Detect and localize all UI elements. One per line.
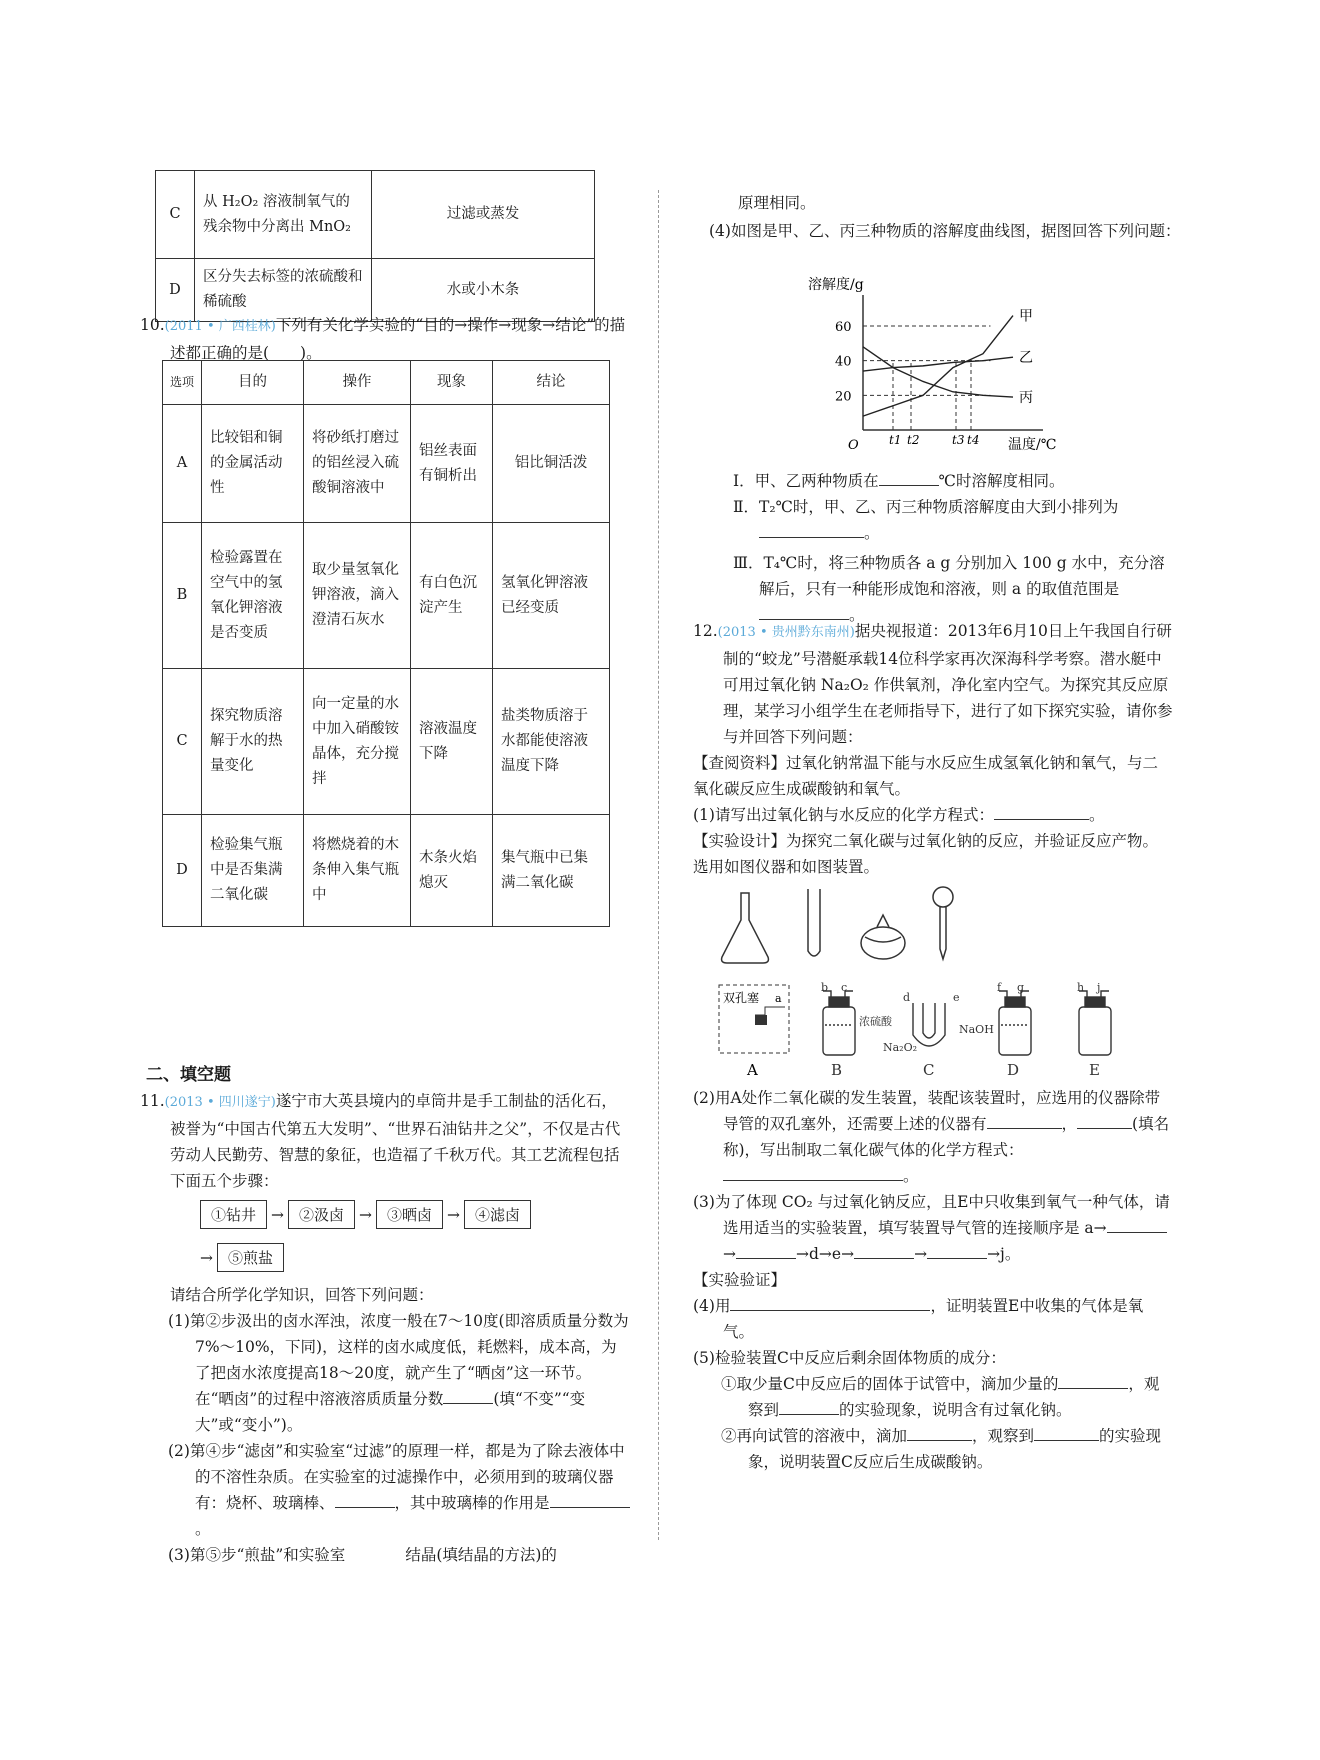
flow-step: ①钻井	[200, 1200, 267, 1229]
test-tube-icon	[808, 889, 820, 956]
conclusion-cell: 盐类物质溶于水都能使溶液温度下降	[493, 669, 610, 815]
item-text: Ⅰ．甲、乙两种物质在	[733, 472, 879, 490]
question-11	[140, 1088, 630, 1568]
answer-blank[interactable]	[1058, 1372, 1098, 1389]
part-text: (3)为了体现 CO₂ 与过氧化钠反应，且E中只收集到氧气一种气体，请选用适当的实验装置，填写装置导气管的连接顺序是 a→	[693, 1193, 1170, 1237]
reagent-label: Na₂O₂	[883, 1041, 918, 1054]
item-iii	[733, 550, 1173, 628]
part-text: →d→e→	[796, 1245, 855, 1263]
part-text: (填“不变”“变大”或“变小”)。	[195, 1390, 586, 1434]
option-cell: C	[163, 669, 202, 815]
question-source: (2013 • 四川遂宁)	[164, 1095, 276, 1110]
q12-part2: (2)用A处作二氧化碳的发生装置，装配该装置时，应选用的仪器除带导管的双孔塞外，还需要上述的仪器有 ， (填名称)，写出制取二氧化碳气体的化学方程式：。	[693, 1089, 1170, 1185]
purpose-cell: 比较铝和铜的金属活动性	[202, 405, 304, 523]
q12-part5-1	[693, 1371, 1173, 1423]
option-cell: D	[156, 259, 195, 322]
answer-blank[interactable]	[443, 1387, 493, 1404]
part-text: 。	[195, 1520, 211, 1538]
process-flow	[200, 1200, 630, 1272]
purpose-cell: 检验露置在空气中的氢氧化钾溶液是否变质	[202, 523, 304, 669]
flow-arrow: →	[447, 1206, 461, 1224]
flow-step: ⑤煎盐	[217, 1243, 284, 1272]
question-source: (2013 • 贵州黔东南州)	[717, 625, 855, 640]
column-divider	[658, 190, 659, 1540]
table-row	[156, 171, 595, 259]
question-number: 10.	[140, 316, 165, 334]
y-tick-label: 40	[835, 354, 852, 370]
operation-cell: 将砂纸打磨过的铝丝浸入硫酸铜溶液中	[304, 405, 411, 523]
q12-part4	[693, 1293, 1173, 1345]
section-heading: 二、填空题	[146, 1065, 231, 1085]
q11-intro: 请结合所学化学知识，回答下列问题：	[170, 1286, 434, 1304]
flow-step: ④滤卤	[464, 1200, 531, 1229]
table-row	[163, 405, 610, 523]
answer-blank[interactable]	[1027, 1112, 1062, 1129]
answer-blank[interactable]	[994, 803, 1089, 820]
question-number: 12.	[693, 622, 718, 640]
part-text: ②再向试管的溶液中，滴加	[721, 1427, 908, 1445]
answer-blank[interactable]	[879, 469, 939, 486]
answer-blank[interactable]	[550, 1491, 630, 1508]
apparatus-e	[1077, 981, 1111, 1079]
phenomenon-cell: 铝丝表面有铜析出	[411, 405, 493, 523]
part-text: (3)第⑤步“煎盐”和实验室	[168, 1546, 346, 1564]
reagent-label: NaOH	[959, 1023, 994, 1036]
q12-part5: (5)检验装置C中反应后剩余固体物质的成分：	[693, 1349, 1006, 1367]
port-label: d	[903, 991, 911, 1004]
continuation-text: 原理相同。	[738, 194, 816, 212]
flow-step: ③晒卤	[376, 1200, 443, 1229]
conical-flask-icon	[722, 893, 769, 963]
operation-cell: 将燃烧着的木条伸入集气瓶中	[304, 815, 411, 927]
answer-blank[interactable]	[779, 1398, 839, 1415]
answer-blank[interactable]	[1077, 1112, 1132, 1129]
question-12: 12.(2013 • 贵州黔东南州)据央视报道：2013年6月10日上午我国自行研制的“蛟龙”号潜艇承载14位科学家再次深海科学考察。潜水艇中可用过氧化钠 Na₂O₂ 作供氧剂，净化室内空气。为探究其反应原理，某学习小组学生在老师指导下，进行了如下探究实验，请你参与并回答下列问题： 【查阅资料】过氧化钠常温下能与水反应生成氢氧化钠和氧气，与二氧化碳反应生成碳酸钠和氧气。 (1)请写出过氧化钠与水反应的化学方程式： 。 【实验设计】为探究二氧化碳与过氧化钠的反应，并验证反应产物。选用如图仪器和如图装置。	[693, 618, 1173, 880]
info-section: 【查阅资料】过氧化钠常温下能与水反应生成氢氧化钠和氧气，与二氧化碳反应生成碳酸钠和氧气。	[693, 754, 1159, 798]
item-ii	[733, 494, 1173, 520]
part-text: (4)用	[693, 1297, 731, 1315]
header-conclusion: 结论	[493, 361, 610, 405]
method-cell: 水或小木条	[372, 259, 595, 322]
apparatus-label: D	[1007, 1061, 1020, 1079]
x-tick-label: t1	[889, 433, 902, 447]
option-cell: D	[163, 815, 202, 927]
answer-blank[interactable]	[927, 1242, 987, 1259]
purpose-cell: 从 H₂O₂ 溶液制氧气的残余物中分离出 MnO₂	[195, 171, 372, 259]
design-section: 【实验设计】为探究二氧化碳与过氧化钠的反应，并验证反应产物。选用如图仪器和如图装置。	[693, 832, 1159, 876]
q12-part5-2	[693, 1423, 1173, 1475]
answer-blank[interactable]	[907, 1424, 972, 1441]
answer-blank[interactable]	[730, 1294, 930, 1311]
x-axis-label: 温度/℃	[1008, 437, 1057, 453]
x-tick-label: t3	[952, 433, 965, 447]
q11-part1	[140, 1308, 630, 1438]
series-label: 甲	[1019, 308, 1033, 325]
apparatus-label: E	[1089, 1061, 1100, 1079]
option-cell: B	[163, 523, 202, 669]
item-text: 。	[864, 524, 880, 542]
origin-label: O	[848, 438, 859, 453]
item-text: 。	[849, 606, 865, 624]
port-label: h	[1077, 981, 1085, 994]
apparatus-d	[959, 981, 1031, 1079]
answer-blank[interactable]	[736, 1242, 796, 1259]
header-operation: 操作	[304, 361, 411, 405]
operation-cell: 取少量氢氧化钾溶液，滴入澄清石灰水	[304, 523, 411, 669]
header-option: 选项	[163, 361, 202, 405]
table-row	[163, 669, 610, 815]
part-text: (填名称)，写出制取二氧化碳气体的化学方程式：	[723, 1115, 1170, 1159]
conclusion-cell: 铝比铜活泼	[493, 405, 610, 523]
part-text: 的实验现象，说明含有过氧化钠。	[839, 1401, 1072, 1419]
port-label: e	[953, 991, 960, 1004]
x-tick-label: t4	[967, 433, 980, 447]
flow-arrow: →	[271, 1206, 285, 1224]
verify-section: 【实验验证】	[693, 1271, 787, 1289]
table-header	[163, 361, 610, 405]
apparatus-c	[883, 991, 960, 1079]
reagent-label: 浓硫酸	[859, 1015, 892, 1028]
part-text: (2)用A处作二氧化碳的发生装置，装配该装置时，应选用的仪器除带导管的双孔塞外，还需要上述的仪器有	[693, 1089, 1161, 1133]
item-text: Ⅲ．T₄℃时，将三种物质各 a g 分别加入 100 g 水中，充分溶解后，只有一种能形成饱和溶液，则 a 的取值范围是	[733, 554, 1165, 598]
question-stem: 下列有关化学实验的“目的→操作→现象→结论”的描述都正确的是( )。	[170, 316, 626, 362]
port-label: c	[841, 981, 848, 994]
port-label: f	[997, 981, 1002, 994]
part-text: ①取少量C中反应后的固体于试管中，滴加少量的	[721, 1375, 1059, 1393]
apparatus-label: C	[923, 1061, 935, 1079]
top-options-table	[155, 170, 595, 322]
phenomenon-cell: 木条火焰熄灭	[411, 815, 493, 927]
question-stem: 据央视报道：2013年6月10日上午我国自行研制的“蛟龙”号潜艇承载14位科学家再次深海科学考察。潜水艇中可用过氧化钠 Na₂O₂ 作供氧剂，净化室内空气。为探究其反应原理，某学习小组学生在老师指导下，进行了如下探究实验，请你参与并回答下列问题：	[723, 622, 1173, 746]
q11-part4: (4)如图是甲、乙、丙三种物质的溶解度曲线图，据图回答下列问题：	[709, 222, 1181, 240]
question-number: 11.	[140, 1092, 165, 1110]
solubility-chart	[808, 275, 1058, 455]
conclusion-cell: 氢氧化钾溶液已经变质	[493, 523, 610, 669]
item-text: Ⅱ．T₂℃时，甲、乙、丙三种物质溶解度由大到小排列为	[733, 498, 1119, 516]
series-line-乙	[863, 357, 1013, 371]
purpose-cell: 区分失去标签的浓硫酸和稀硫酸	[195, 259, 372, 322]
flow-step: ②汲卤	[288, 1200, 355, 1229]
answer-blank[interactable]	[854, 1242, 914, 1259]
table-row	[163, 523, 610, 669]
alcohol-lamp-icon	[861, 915, 905, 959]
apparatus-a	[719, 985, 789, 1079]
q11-part4-items	[733, 468, 1173, 628]
part-text: 的实验现象，说明装置C反应后生成碳酸钠。	[748, 1427, 1162, 1471]
part-text: (1)请写出过氧化钠与水反应的化学方程式：	[693, 806, 994, 824]
q11-part2	[140, 1438, 630, 1542]
question-source: (2011 • 广西桂林)	[164, 319, 276, 334]
apparatus-figure	[713, 885, 1173, 1085]
question-stem: 遂宁市大英县境内的卓筒井是手工制盐的活化石，被誉为“中国古代第五大发明”、“世界石油钻井之父”，不仅是古代劳动人民勤劳、智慧的象征，也造福了千秋万代。其工艺流程包括下面五个步骤：	[170, 1092, 621, 1190]
purpose-cell: 检验集气瓶中是否集满二氧化碳	[202, 815, 304, 927]
part-text: ，观察到	[748, 1375, 1160, 1419]
series-line-甲	[863, 316, 1013, 417]
answer-blank[interactable]	[335, 1491, 395, 1508]
answer-blank[interactable]	[1034, 1424, 1099, 1441]
flow-arrow: →	[359, 1206, 373, 1224]
q11-part3	[140, 1542, 630, 1568]
y-tick-label: 60	[835, 320, 852, 335]
part-text: ，观察到	[972, 1427, 1035, 1445]
answer-blank[interactable]	[759, 521, 864, 538]
apparatus-label: A	[747, 1061, 758, 1079]
flow-arrow: →	[200, 1249, 213, 1267]
phenomenon-cell: 溶液温度下降	[411, 669, 493, 815]
answer-blank[interactable]	[723, 1164, 903, 1181]
port-label: g	[1017, 981, 1025, 994]
operation-cell: 向一定量的水中加入硝酸铵晶体，充分搅拌	[304, 669, 411, 815]
header-purpose: 目的	[202, 361, 304, 405]
y-axis-label: 溶解度/g	[808, 277, 864, 293]
y-tick-label: 20	[835, 389, 852, 405]
header-phenomenon: 现象	[411, 361, 493, 405]
answer-blank[interactable]	[987, 1112, 1027, 1129]
purpose-cell: 探究物质溶解于水的热量变化	[202, 669, 304, 815]
series-line-丙	[863, 347, 1013, 397]
port-label: j	[1097, 981, 1101, 994]
question-12-parts	[693, 1085, 1173, 1475]
part-text: 结晶(填结晶的方法)的	[405, 1546, 557, 1564]
port-label: b	[821, 981, 829, 994]
apparatus-label: B	[831, 1061, 843, 1079]
item-text: ℃时溶解度相同。	[938, 472, 1065, 490]
method-cell: 过滤或蒸发	[372, 171, 595, 259]
x-tick-label: t2	[907, 433, 920, 447]
q12-part3: (3)为了体现 CO₂ 与过氧化钠反应，且E中只收集到氧气一种气体，请选用适当的实验装置，填写装置导气管的连接顺序是 a→→ →d→e→ → →j。	[693, 1193, 1170, 1263]
part-text: (2)第④步“滤卤”和实验室“过滤”的原理一样，都是为了除去液体中的不溶性杂质。在实验室的过滤操作中，必须用到的玻璃仪器有：烧杯、玻璃棒、	[168, 1442, 625, 1512]
part-text: (1)第②步汲出的卤水浑浊，浓度一般在7～10度(即溶质质量分数为7%～10%，下同)，这样的卤水咸度低，耗燃料，成本高，为了把卤水浓度提高18～20度，就产生了“晒卤”这一环节。在“晒卤”的过程中溶液溶质质量分数	[168, 1312, 629, 1408]
series-label: 乙	[1019, 350, 1033, 367]
part-text: ，其中玻璃棒的作用是	[394, 1494, 550, 1512]
option-cell: C	[156, 171, 195, 259]
dropper-icon	[933, 887, 953, 959]
item-ii-blank	[733, 520, 1173, 546]
item-i	[733, 468, 1173, 494]
option-cell: A	[163, 405, 202, 523]
answer-blank[interactable]	[1107, 1216, 1167, 1233]
port-label: a	[775, 992, 782, 1005]
stopper-label: 双孔塞	[723, 991, 760, 1005]
answer-blank[interactable]	[1098, 1372, 1128, 1389]
question-10	[140, 312, 630, 366]
q10-table	[162, 360, 610, 927]
part-text: ，证明装置E中收集的气体是氧气。	[723, 1297, 1144, 1341]
part-text: →j。	[987, 1245, 1021, 1263]
apparatus-b	[821, 981, 893, 1079]
conclusion-cell: 集气瓶中已集满二氧化碳	[493, 815, 610, 927]
table-row	[163, 815, 610, 927]
phenomenon-cell: 有白色沉淀产生	[411, 523, 493, 669]
series-label: 丙	[1019, 390, 1033, 407]
